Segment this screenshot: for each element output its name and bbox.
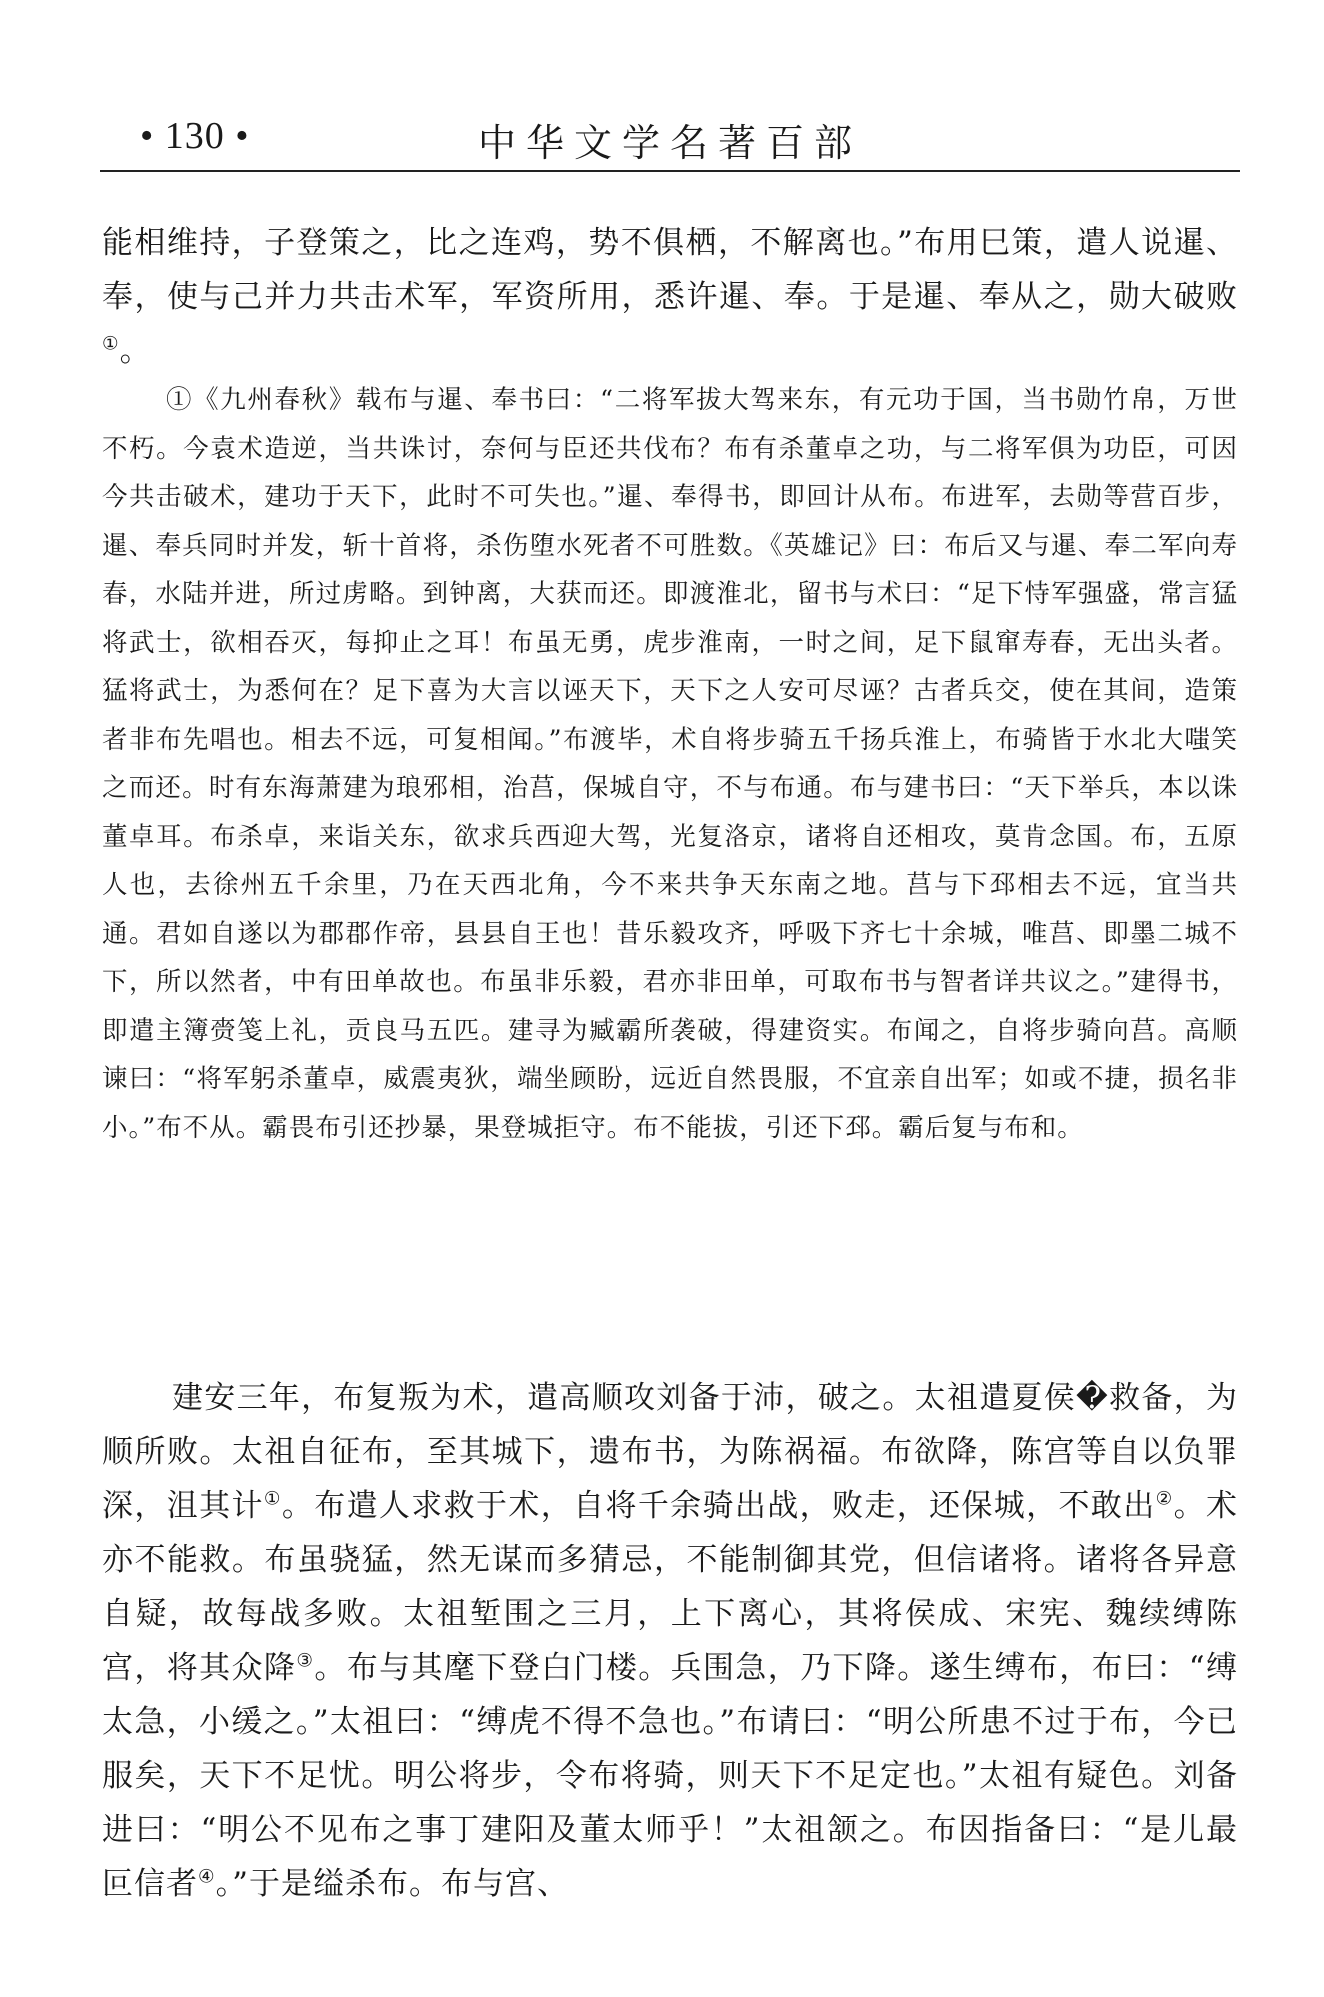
paragraph-2-seg-3: 。术亦不能救。布虽骁猛，然无谋而多猜忌，不能制御其党，但信诸将。诸将各异意自疑，故每战多败。太祖堑围之三月，上下离心，其将侯成、宋宪、魏续缚陈宫，将其众降 bbox=[102, 1488, 1239, 1686]
paragraph-2-seg-2: 。布遣人求救于术，自将千余骑出战，败走，还保城，不敢出 bbox=[281, 1488, 1156, 1524]
paragraph-2 bbox=[102, 1371, 1238, 1911]
paragraph-1-tail: 。 bbox=[119, 333, 152, 369]
footnote-ref-1: ① bbox=[102, 333, 120, 355]
footnote-ref-1: ① bbox=[263, 1488, 282, 1510]
footnote-ref-4: ④ bbox=[198, 1866, 216, 1888]
paragraph-1-text: 能相维持，子登策之，比之连鸡，势不俱栖，不解离也。”布用巳策，遣人说暹、奉，使与己并力共击术军，军资所用，悉许暹、奉。于是暹、奉从之，勋大破败 bbox=[102, 225, 1238, 315]
paragraph-1 bbox=[102, 216, 1238, 378]
book-title: 中华文学名著百部 bbox=[477, 121, 862, 165]
paragraph-2-seg-1: 建安三年，布复叛为术，遣高顺攻刘备于沛，破之。太祖遣夏侯�救备，为顺所败。太祖自征布，至其城下，遗布书，为陈祸福。布欲降，陈宫等自以负罪深，沮其计 bbox=[102, 1380, 1238, 1524]
header-rule bbox=[100, 170, 1240, 172]
footnote-ref-2: ② bbox=[1155, 1488, 1174, 1510]
footnote-ref-3: ③ bbox=[296, 1650, 315, 1672]
page-number: • 130 • bbox=[140, 115, 250, 157]
paragraph-2-seg-4: 。布与其麾下登白门楼。兵围急，乃下降。遂生缚布，布曰：“缚太急，小缓之。”太祖曰：“缚虎不得不急也。”布请曰：“明公所患不过于布，今已服矣，天下不足忧。明公将步，令布将骑，则天下不足定也。”太祖有疑色。刘备进曰：“明公不见布之事丁建阳及董太师乎！”太祖颔之。布因指备曰：“是儿最叵信者 bbox=[102, 1650, 1238, 1902]
page-header bbox=[100, 112, 1240, 168]
footnote-1: ①《九州春秋》载布与暹、奉书曰：“二将军拔大驾来东，有元功于国，当书勋竹帛，万世不朽。今袁术造逆，当共诛讨，奈何与臣还共伐布？布有杀董卓之功，与二将军俱为功臣，可因今共击破术，建功于天下，此时不可失也。”暹、奉得书，即回计从布。布进军，去勋等营百步，暹、奉兵同时并发，斩十首将，杀伤堕水死者不可胜数。《英雄记》曰：布后又与暹、奉二军向寿春，水陆并进，所过虏略。到钟离，大获而还。即渡淮北，留书与术曰：“足下恃军强盛，常言猛将武士，欲相吞灭，每抑止之耳！布虽无勇，虎步淮南，一时之间，足下鼠窜寿春，无出头者。猛将武士，为悉何在？足下喜为大言以诬天下，天下之人安可尽诬？古者兵交，使在其间，造策者非布先唱也。相去不远，可复相闻。”布渡毕，术自将步骑五千扬兵淮上，布骑皆于水北大嗤笑之而还。时有东海萧建为琅邪相，治莒，保城自守，不与布通。布与建书曰：“天下举兵，本以诛董卓耳。布杀卓，来诣关东，欲求兵西迎大驾，光复洛京，诸将自还相攻，莫肯念国。布，五原人也，去徐州五千余里，乃在天西北角，今不来共争天东南之地。莒与下邳相去不远，宜当共通。君如自遂以为郡郡作帝，县县自王也！昔乐毅攻齐，呼吸下齐七十余城，唯莒、即墨二城不下，所以然者，中有田单故也。布虽非乐毅，君亦非田单，可取布书与智者详共议之。”建得书，即遣主簿赍笺上礼，贡良马五匹。建寻为臧霸所袭破，得建资实。布闻之，自将步骑向莒。高顺谏曰：“将军躬杀董卓，威震夷狄，端坐顾盼，远近自然畏服，不宜亲自出军；如或不捷，损名非小。”布不从。霸畏布引还抄暴，果登城拒守。布不能拔，引还下邳。霸后复与布和。 bbox=[102, 385, 1238, 1143]
paragraph-2-seg-5: 。”于是缢杀布。布与宫、 bbox=[215, 1866, 570, 1902]
